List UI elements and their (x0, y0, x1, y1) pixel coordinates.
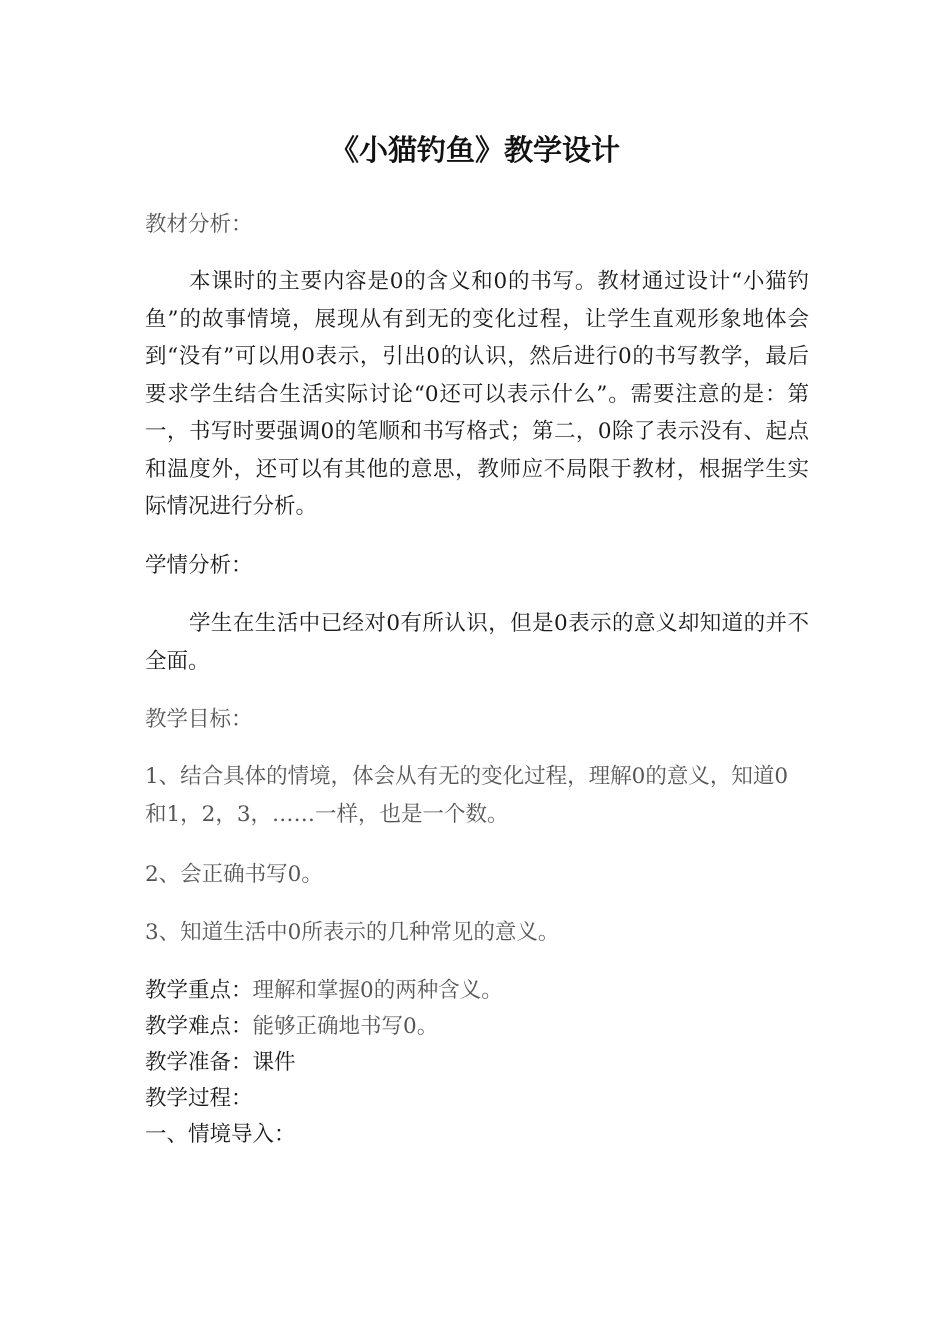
preparation-label: 教学准备： (145, 1050, 253, 1075)
teaching-goal-3: 3、知道生活中0所表示的几种常见的意义。 (145, 920, 560, 945)
preparation-value: 课件 (252, 1050, 296, 1075)
key-point-line (145, 973, 809, 1008)
student-analysis-body: 学生在生活中已经对0有所认识，但是0表示的意义却知道的并不全面。 (145, 611, 809, 674)
material-analysis-body: 本课时的主要内容是0的含义和0的书写。教材通过设计“小猫钓鱼”的故事情境，展现从有到无的变化过程，让学生直观形象地体会到“没有”可以用0表示，引出0的认识，然后进行0的书写教学，最后要求学生结合生活实际讨论“0还可以表示什么”。需要注意的是：第一，书写时要强调0的笔顺和书写格式；第二，0除了表示没有、起点和温度外，还可以有其他的意思，教师应不局限于教材，根据学生实际情况进行分析。 (145, 269, 809, 519)
material-analysis-heading: 教材分析： (145, 212, 253, 237)
teaching-goal-2: 2、会正确书写0。 (145, 862, 323, 887)
teaching-goal-1: 1、结合具体的情境，体会从有无的变化过程，理解0的意义，知道0和1，2，3，……一样，也是一个数。 (145, 764, 789, 827)
difficulty-line (145, 1009, 809, 1044)
teaching-goals-heading: 教学目标： (145, 707, 253, 732)
preparation-line (145, 1045, 809, 1080)
student-analysis-heading: 学情分析： (145, 553, 253, 578)
key-point-label: 教学重点： (145, 978, 253, 1003)
difficulty-label: 教学难点： (145, 1014, 253, 1039)
difficulty-value: 能够正确地书写0。 (252, 1014, 439, 1039)
process-step-1: 一、情境导入： (145, 1122, 296, 1147)
teaching-process-heading: 教学过程： (145, 1086, 253, 1111)
key-point-value: 理解和掌握0的两种含义。 (252, 978, 503, 1003)
page-title: 《小猫钓鱼》教学设计 (329, 133, 620, 167)
